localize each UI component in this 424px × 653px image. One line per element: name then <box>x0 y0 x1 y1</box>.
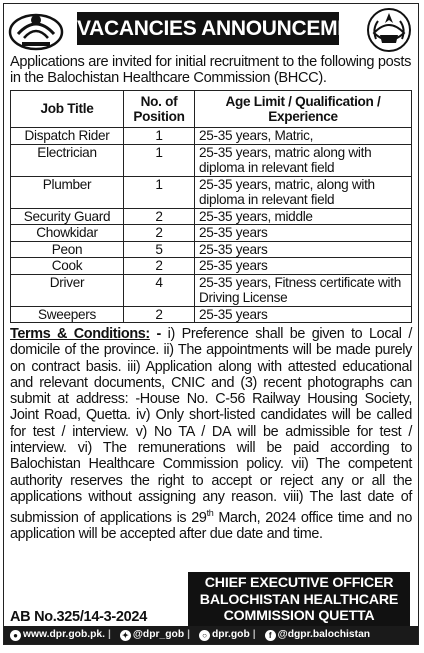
positions-cell: 4 <box>124 274 195 306</box>
intro-text: Applications are invited for initial recruitment to the following posts in the Balochistan Healthcare Commission (BHCC). <box>10 54 412 86</box>
header <box>4 4 418 54</box>
table-row <box>11 128 412 145</box>
footer-instagram[interactable]: dpr.gob <box>212 629 250 640</box>
terms-and-conditions <box>10 326 412 543</box>
vacancies-table <box>10 90 412 323</box>
requirements-cell: 25-35 years <box>195 306 412 323</box>
globe-icon: ● <box>10 630 21 641</box>
signature-line-1: CHIEF EXECUTIVE OFFICER <box>204 575 394 591</box>
positions-cell: 1 <box>124 128 195 145</box>
header-requirements: Age Limit / Qualification / Experience <box>195 91 412 128</box>
terms-date-suffix: th <box>206 508 214 519</box>
table-header-row <box>11 91 412 128</box>
table-row <box>11 208 412 225</box>
table-body <box>11 128 412 323</box>
positions-cell: 1 <box>124 176 195 208</box>
job-title-cell: Electrician <box>11 144 124 176</box>
requirements-cell: 25-35 years, middle <box>195 208 412 225</box>
advertisement-reference: AB No.325/14-3-2024 <box>10 609 147 625</box>
job-title-cell: Dispatch Rider <box>11 128 124 145</box>
dpr-logo <box>8 8 64 52</box>
signature-block <box>188 572 410 626</box>
footer-facebook[interactable]: @dgpr.balochistan <box>277 629 371 640</box>
footer-separator: | <box>187 629 191 640</box>
instagram-icon: ○ <box>199 630 210 641</box>
positions-cell: 2 <box>124 258 195 275</box>
job-title-cell: Driver <box>11 274 124 306</box>
footer-website[interactable]: www.dpr.gob.pk. <box>23 629 105 640</box>
table-row <box>11 241 412 258</box>
job-title-cell: Plumber <box>11 176 124 208</box>
terms-heading: Terms & Conditions: <box>10 326 150 342</box>
positions-cell: 2 <box>124 306 195 323</box>
signature-line-2: BALOCHISTAN HEALTHCARE <box>199 591 399 608</box>
positions-cell: 2 <box>124 208 195 225</box>
footer-separator: | <box>108 629 111 640</box>
table-row <box>11 274 412 306</box>
terms-body-end: March, 2024 office time and no application will be accepted after due date and time. <box>10 510 412 543</box>
job-title-cell: Peon <box>11 241 124 258</box>
facebook-icon: f <box>265 630 276 641</box>
header-job-title: Job Title <box>11 91 124 128</box>
balochistan-emblem <box>366 7 412 53</box>
job-title-cell: Sweepers <box>11 306 124 323</box>
requirements-cell: 25-35 years <box>195 225 412 242</box>
positions-cell: 5 <box>124 241 195 258</box>
advertisement-page <box>3 3 419 645</box>
footer-bar <box>4 626 418 644</box>
requirements-cell: 25-35 years, matric along with diploma in relevant field <box>195 144 412 176</box>
header-positions: No. of Position <box>124 91 195 128</box>
terms-dash: - <box>149 326 168 342</box>
requirements-cell: 25-35 years, Matric, <box>195 128 412 145</box>
positions-cell: 2 <box>124 225 195 242</box>
job-title-cell: Security Guard <box>11 208 124 225</box>
terms-body: i) Preference shall be given to Local / domicile of the province. ii) The appointments will be made purely on contract basis. iii) Application along with attested educational and relevant documents, CNIC and (3) recent photographs can submit at address: -House No. C-56 Railway Housing Society, Joint Road, Quetta. iv) Only short-listed candidates will be called for test / interview. v) No TA / DA will be admissible for test / interview. vi) The remunerations will be paid according to Balochistan Healthcare Commission policy. vii) The competent authority reserves the right to accept or reject any or all the applications without assigning any reason. viii) The last date of submission of applications is 29 <box>10 326 412 527</box>
table-row <box>11 144 412 176</box>
job-title-cell: Cook <box>11 258 124 275</box>
requirements-cell: 25-35 years, matric, along with diploma in relevant field <box>195 176 412 208</box>
job-title-cell: Chowkidar <box>11 225 124 242</box>
positions-cell: 1 <box>124 144 195 176</box>
table-row <box>11 306 412 323</box>
table-row <box>11 225 412 242</box>
requirements-cell: 25-35 years <box>195 241 412 258</box>
footer-twitter[interactable]: @dpr_gob <box>132 629 185 640</box>
twitter-icon: ✦ <box>120 630 131 641</box>
table-row <box>11 176 412 208</box>
requirements-cell: 25-35 years, Fitness certificate with Driving License <box>195 274 412 306</box>
signature-line-3: COMMISSION QUETTA <box>223 608 375 624</box>
table-row <box>11 258 412 275</box>
footer-separator: | <box>252 629 256 640</box>
page-title: VACANCIES ANNOUNCEMENT <box>77 12 339 45</box>
requirements-cell: 25-35 years <box>195 258 412 275</box>
